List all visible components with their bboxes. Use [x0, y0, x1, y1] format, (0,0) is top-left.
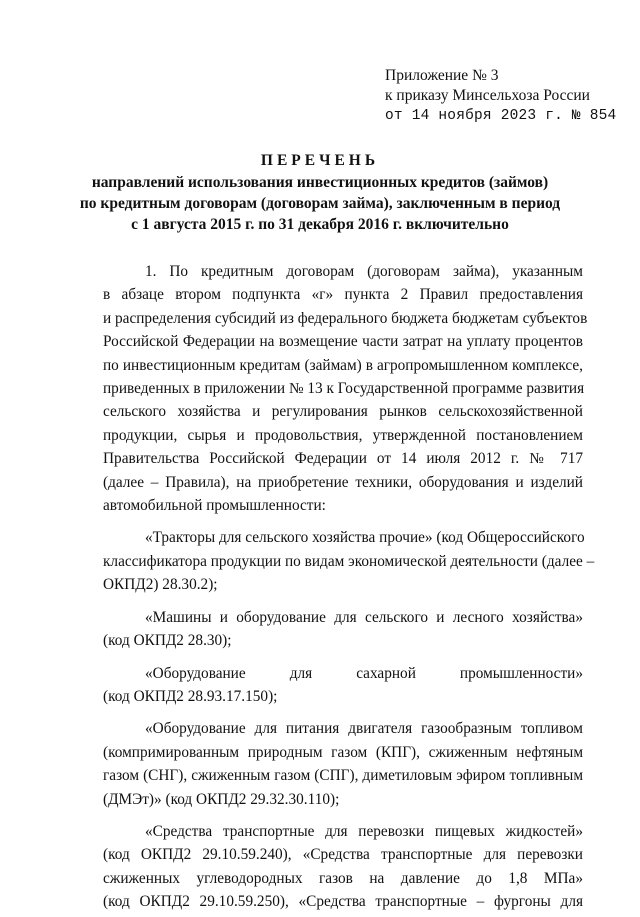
text-line: «Оборудование для питания двигателя газообразным топливом	[145, 720, 583, 738]
text-line: классификатора продукции по видам экономической деятельности (далее –	[103, 552, 595, 570]
text-line: (код ОКПД2 29.10.59.250), «Средства транспортные – фургоны для	[103, 893, 583, 911]
title-heading: ПЕРЕЧЕНЬ	[260, 152, 380, 169]
document-body	[103, 260, 595, 914]
appendix-order-date: от 14 ноября 2023 г. № 854	[385, 108, 617, 124]
text-line: «Тракторы для сельского хозяйства прочие» (код Общероссийского	[145, 529, 585, 547]
text-line: Российской Федерации на возмещение части затрат на уплату процентов	[103, 333, 583, 351]
text-line: (ДМЭт)» (код ОКПД2 29.32.30.110);	[103, 790, 340, 808]
paragraph-5	[103, 717, 583, 811]
text-line: (код ОКПД2 28.93.17.150);	[103, 687, 278, 705]
appendix-title: Приложение № 3	[385, 67, 499, 84]
text-line: (код ОКПД2 28.30);	[103, 632, 232, 650]
appendix-header	[385, 66, 616, 126]
text-line: «Средства транспортные для перевозки пищевых жидкостей»	[145, 822, 583, 840]
paragraph-2	[103, 526, 595, 596]
title-line: по кредитным договорам (договорам займа), заключенным в период	[79, 195, 561, 212]
paragraph-6	[103, 820, 583, 914]
text-line: сельского хозяйства и регулирования рынков сельскохозяйственной	[103, 403, 583, 421]
title-line: с 1 августа 2015 г. по 31 декабря 2016 г. включительно	[131, 216, 509, 233]
text-line: и распределения субсидий из федерального бюджета бюджетам субъектов	[103, 309, 588, 327]
text-line: газом (СНГ), сжиженным газом (СПГ), диметиловым эфиром топливным	[103, 767, 583, 785]
text-line: автомобильной промышленности:	[103, 497, 326, 515]
paragraph-1	[103, 260, 588, 517]
text-line: (далее – Правила), на приобретение техники, оборудования и изделий	[103, 473, 583, 491]
text-line: приведенных в приложении № 13 к Государственной программе развития	[103, 380, 585, 398]
text-line: в абзаце втором подпункта «г» пункта 2 Правил предоставления	[103, 286, 583, 304]
document-title	[0, 150, 640, 235]
paragraph-3	[103, 606, 583, 653]
text-line: Правительства Российской Федерации от 14 июля 2012 г. № 717	[103, 450, 583, 468]
paragraph-4	[103, 662, 583, 709]
text-line: 1. По кредитным договорам (договорам займа), указанным	[145, 263, 583, 280]
text-line: «Машины и оборудование для сельского и лесного хозяйства»	[145, 608, 583, 626]
text-line: ОКПД2) 28.30.2);	[103, 576, 218, 594]
text-line: сжиженных углеводородных газов на давление до 1,8 МПа»	[103, 869, 583, 887]
text-line: «Оборудование для сахарной промышленности»	[145, 664, 583, 682]
text-line: по инвестиционным кредитам (займам) в агропромышленном комплексе,	[103, 356, 583, 374]
title-line: направлений использования инвестиционных кредитов (займов)	[91, 174, 549, 191]
appendix-order-ref: к приказу Минсельхоза России	[385, 87, 590, 104]
text-line: (компримированным природным газом (КПГ), сжиженным нефтяным	[103, 743, 583, 761]
text-line: продукции, сырья и продовольствия, утвержденной постановлением	[103, 426, 583, 444]
text-line: (код ОКПД2 29.10.59.240), «Средства транспортные для перевозки	[103, 846, 583, 864]
